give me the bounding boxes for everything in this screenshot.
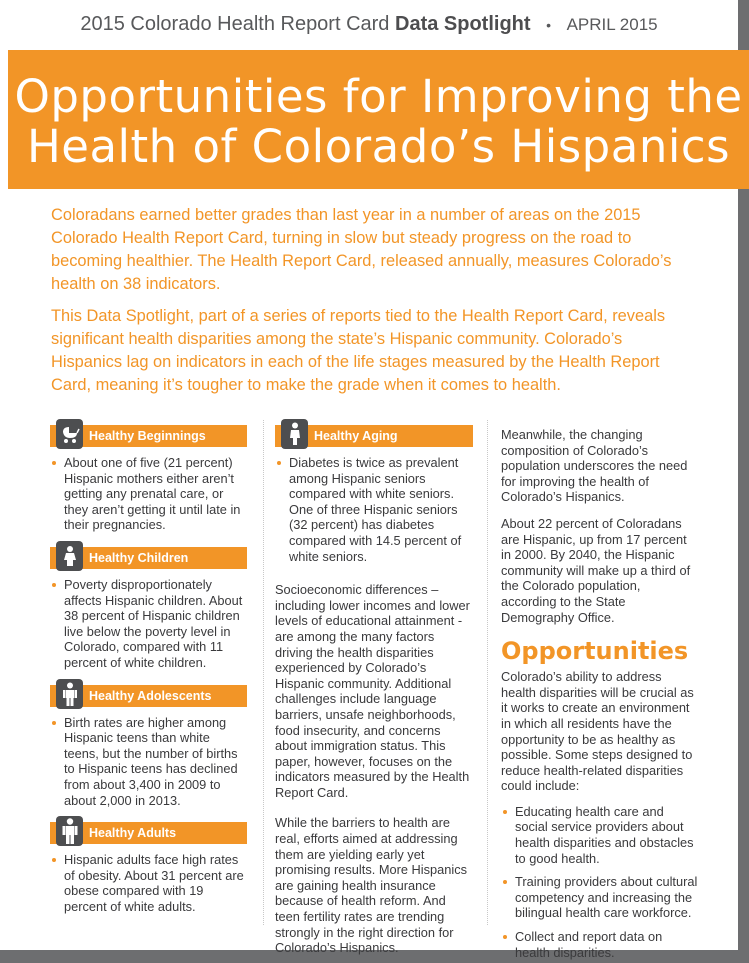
section-title: Healthy Children	[89, 550, 189, 565]
middle-paragraph-2: While the barriers to health are real, efforts aimed at addressing them are yielding early yet promising results. More Hispanics are gaining health insurance because of health reform. And teen fertility rates are trending strongly in the right direction for Colorado’s Hispanics.	[275, 815, 468, 956]
intro-paragraph-1: Coloradans earned better grades than last year in a number of areas on the 2015 Colorado Health Report Card, turning in slow but steady progress on the road to becoming healthier. The Health Report Card, released annually, measures Colorado’s health on 38 indicators.	[51, 206, 672, 293]
opportunity-bullet: Collect and report data on health disparities.	[501, 929, 699, 960]
section-header-healthy-children	[50, 547, 247, 569]
right-column	[501, 427, 699, 960]
section-bullet: About one of five (21 percent) Hispanic mothers either aren’t getting any prenatal care, or they aren’t getting it until late in their pregnancies.	[50, 455, 247, 533]
column-divider-1	[263, 420, 265, 925]
report-header-bar	[0, 0, 738, 48]
opportunity-bullet: Educating health care and social service providers about health disparities and obstacles to good health.	[501, 804, 699, 866]
left-column	[50, 425, 247, 914]
section-header-healthy-adolescents	[50, 685, 247, 707]
right-paragraph-3: Colorado’s ability to address health disparities will be crucial as it works to create an environment in which all residents have the opportunity to be as healthy as possible. Some steps designed to reduce health-related disparities could include:	[501, 669, 694, 794]
middle-paragraph-1: Socioeconomic differences – including lower incomes and lower levels of educational attainment - are among the many factors driving the health disparities experienced by Colorado’s Hispanic community. Additional challenges include language barriers, unsafe neighborhoods, food insecurity, and concerns about immigration status. This paper, however, focuses on the indicators measured by the Health Report Card.	[275, 582, 470, 800]
child-icon	[56, 541, 83, 571]
section-bullet: Hispanic adults face high rates of obesity. About 31 percent are obese compared with 19 percent of white adults.	[50, 852, 247, 914]
title-banner	[8, 50, 749, 189]
section-title: Healthy Adolescents	[89, 688, 212, 703]
header-separator: •	[546, 17, 552, 33]
opportunities-heading: Opportunities	[501, 637, 689, 666]
page-title-line-2: Health of Colorado’s Hispanics	[26, 120, 731, 173]
header-date: APRIL 2015	[566, 15, 658, 34]
section-title: Healthy Adults	[89, 826, 177, 841]
header-title: 2015 Colorado Health Report Card	[80, 13, 390, 35]
middle-column	[275, 425, 473, 956]
teen-icon	[56, 679, 83, 709]
section-header-healthy-adults	[50, 822, 247, 844]
section-header-healthy-beginnings	[50, 425, 247, 447]
adult-icon	[56, 816, 83, 846]
right-paragraph-1: Meanwhile, the changing composition of Colorado’s population underscores the need for improving the health of Colorado’s Hispanics.	[501, 427, 688, 505]
column-divider-2	[487, 420, 489, 925]
section-bullet: Birth rates are higher among Hispanic teens than white teens, but the number of births to Hispanic teens has declined from about 3,400 in 2009 to about 2,000 in 2013.	[50, 715, 247, 809]
header-title-bold: Data Spotlight	[395, 13, 531, 35]
section-header-healthy-aging	[275, 425, 473, 447]
intro-paragraph-2: This Data Spotlight, part of a series of reports tied to the Health Report Card, reveals significant health disparities among the state’s Hispanic community. Colorado’s Hispanics lag on indicators in each of the life stages measured by the Health Report Card, meaning it’s tougher to make the grade when it comes to health.	[51, 307, 666, 394]
senior-icon	[281, 419, 308, 449]
opportunity-bullet: Training providers about cultural competency and increasing the bilingual health care workforce.	[501, 874, 699, 921]
right-paragraph-2: About 22 percent of Coloradans are Hispanic, up from 17 percent in 2000. By 2040, the Hispanic community will make up a third of the Colorado population, according to the State Demography Office.	[501, 515, 691, 625]
section-title: Healthy Beginnings	[89, 429, 206, 443]
page-title-line-1: Opportunities for Improving the	[14, 70, 743, 123]
page-title	[8, 50, 749, 172]
section-title: Healthy Aging	[314, 429, 398, 443]
section-bullet: Diabetes is twice as prevalent among Hispanic seniors compared with white seniors. One of three Hispanic seniors (32 percent) has diabetes compared with 14.5 percent of white seniors.	[275, 455, 473, 564]
section-bullet: Poverty disproportionately affects Hispanic children. About 38 percent of Hispanic children live below the poverty level in Colorado, compared with 11 percent of white children.	[50, 577, 247, 671]
stroller-icon	[56, 419, 83, 449]
